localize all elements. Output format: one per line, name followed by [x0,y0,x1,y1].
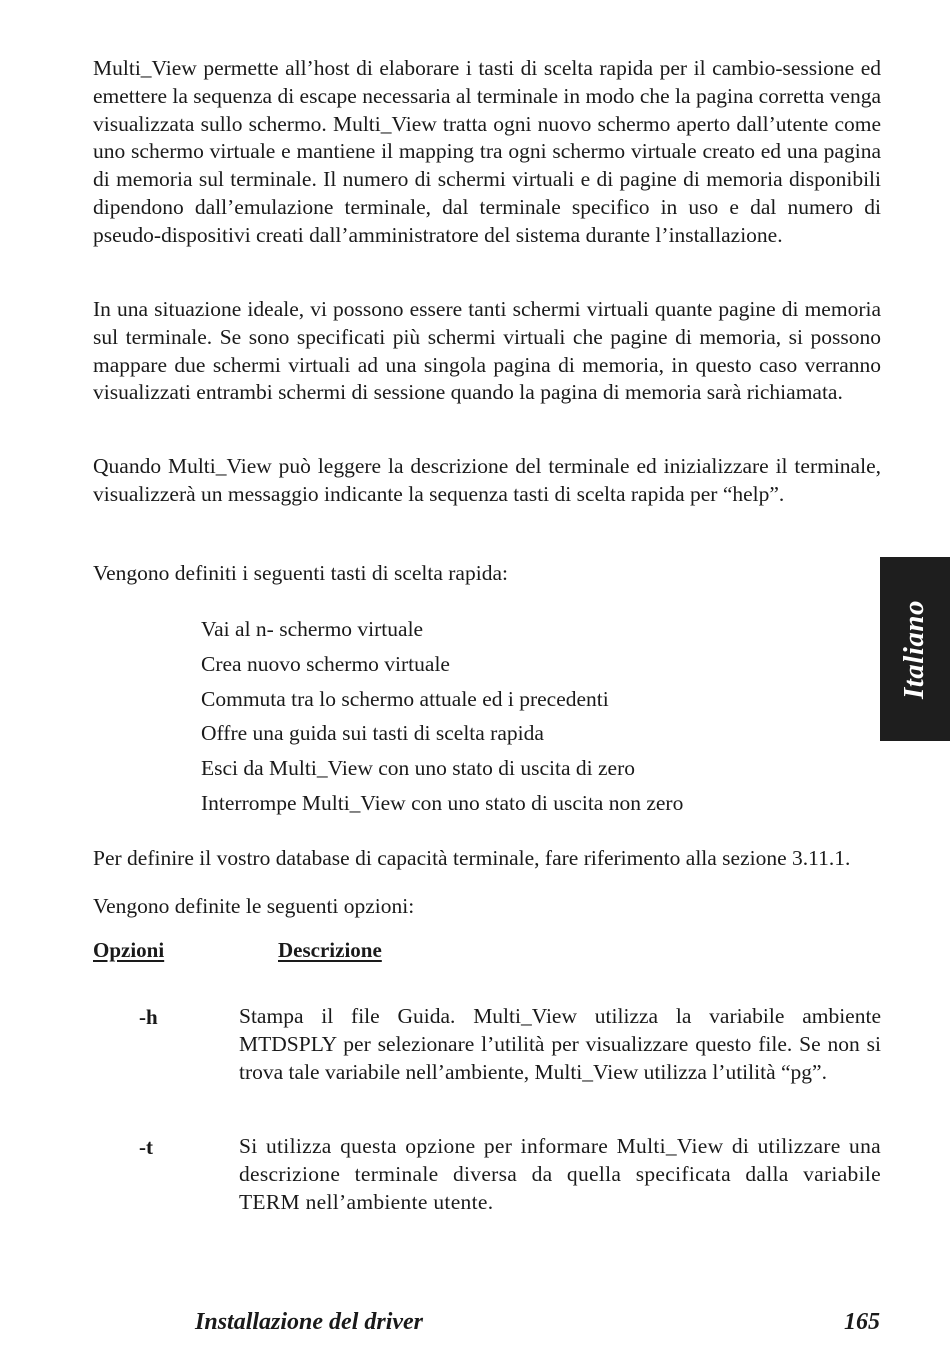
option-h-description: Stampa il file Guida. Multi_View utilizza la variabile ambiente MTDSPLY per selezionare l’utilità per visualizzare questo file. Se non si trova tale variabile nell’ambiente, Multi_View utilizza l’utilità “pg”. [239,1004,881,1084]
list-item: Vai al n‑ schermo virtuale [201,617,424,641]
language-side-tab-label: Italiano [898,599,931,699]
list-item: Crea nuovo schermo virtuale [201,651,450,676]
list-item: Esci da Multi_View con uno stato di uscita di zero [201,756,635,781]
footer-title: Installazione del driver [195,1309,424,1335]
language-side-tab [880,557,950,741]
option-t: -t [139,1135,153,1159]
option-t-description: Si utilizza questa opzione per informare Multi_View di utilizzare una descrizione terminale diversa da quella specificata dalla variabile TERM nell’ambiente utente. [239,1134,881,1214]
page-number: 165 [844,1309,880,1335]
description-header: Descrizione [278,938,382,962]
options-intro: Vengono definite le seguenti opzioni: [93,894,415,918]
options-header: Opzioni [93,938,165,962]
list-item: Interrompe Multi_View con uno stato di uscita non zero [201,790,684,815]
help-message-paragraph: Quando Multi_View può leggere la descrizione del terminale ed inizializzare il terminale, visualizzerà un messaggio indicante la sequenza tasti di scelta rapida per “help”. [93,454,881,506]
ideal-situation-paragraph: In una situazione ideale, vi possono essere tanti schermi virtuali quante pagine di memoria sul terminale. Se sono specificati più schermi virtuali che pagine di memoria, si possono mappare due schermi virtuali ad una singola pagina di memoria, in questo caso verranno visualizzati entrambi schermi di sessione quando la pagina di memoria sarà richiamata. [93,297,881,405]
list-item: Offre una guida sui tasti di scelta rapida [201,721,544,746]
intro-paragraph: Multi_View permette all’host di elaborare i tasti di scelta rapida per il cambio-sessione ed emettere la sequenza di escape necessaria al terminale in modo che la pagina corretta venga visualizzata sullo schermo. Multi_View tratta ogni nuovo schermo aperto dall’utente come uno schermo virtuale e mantiene il mapping tra ogni schermo virtuale creato ed una pagina di memoria sul terminale. Il numero di schermi virtuali e di pagine di memoria disponibili dipendono dall’emulazione terminale, dal terminale specifico in uso e dal numero di pseudo-dispositivi creati dall’amministratore del sistema durante l’installazione. [93,56,881,247]
option-h: -h [139,1005,158,1029]
hotkey-list [201,612,683,821]
list-item: Commuta tra lo schermo attuale ed i precedenti [201,686,609,711]
capability-reference-paragraph: Per definire il vostro database di capacità terminale, fare riferimento alla sezione 3.11.1. [93,846,851,870]
hotkeys-intro: Vengono definiti i seguenti tasti di scelta rapida: [93,561,508,585]
